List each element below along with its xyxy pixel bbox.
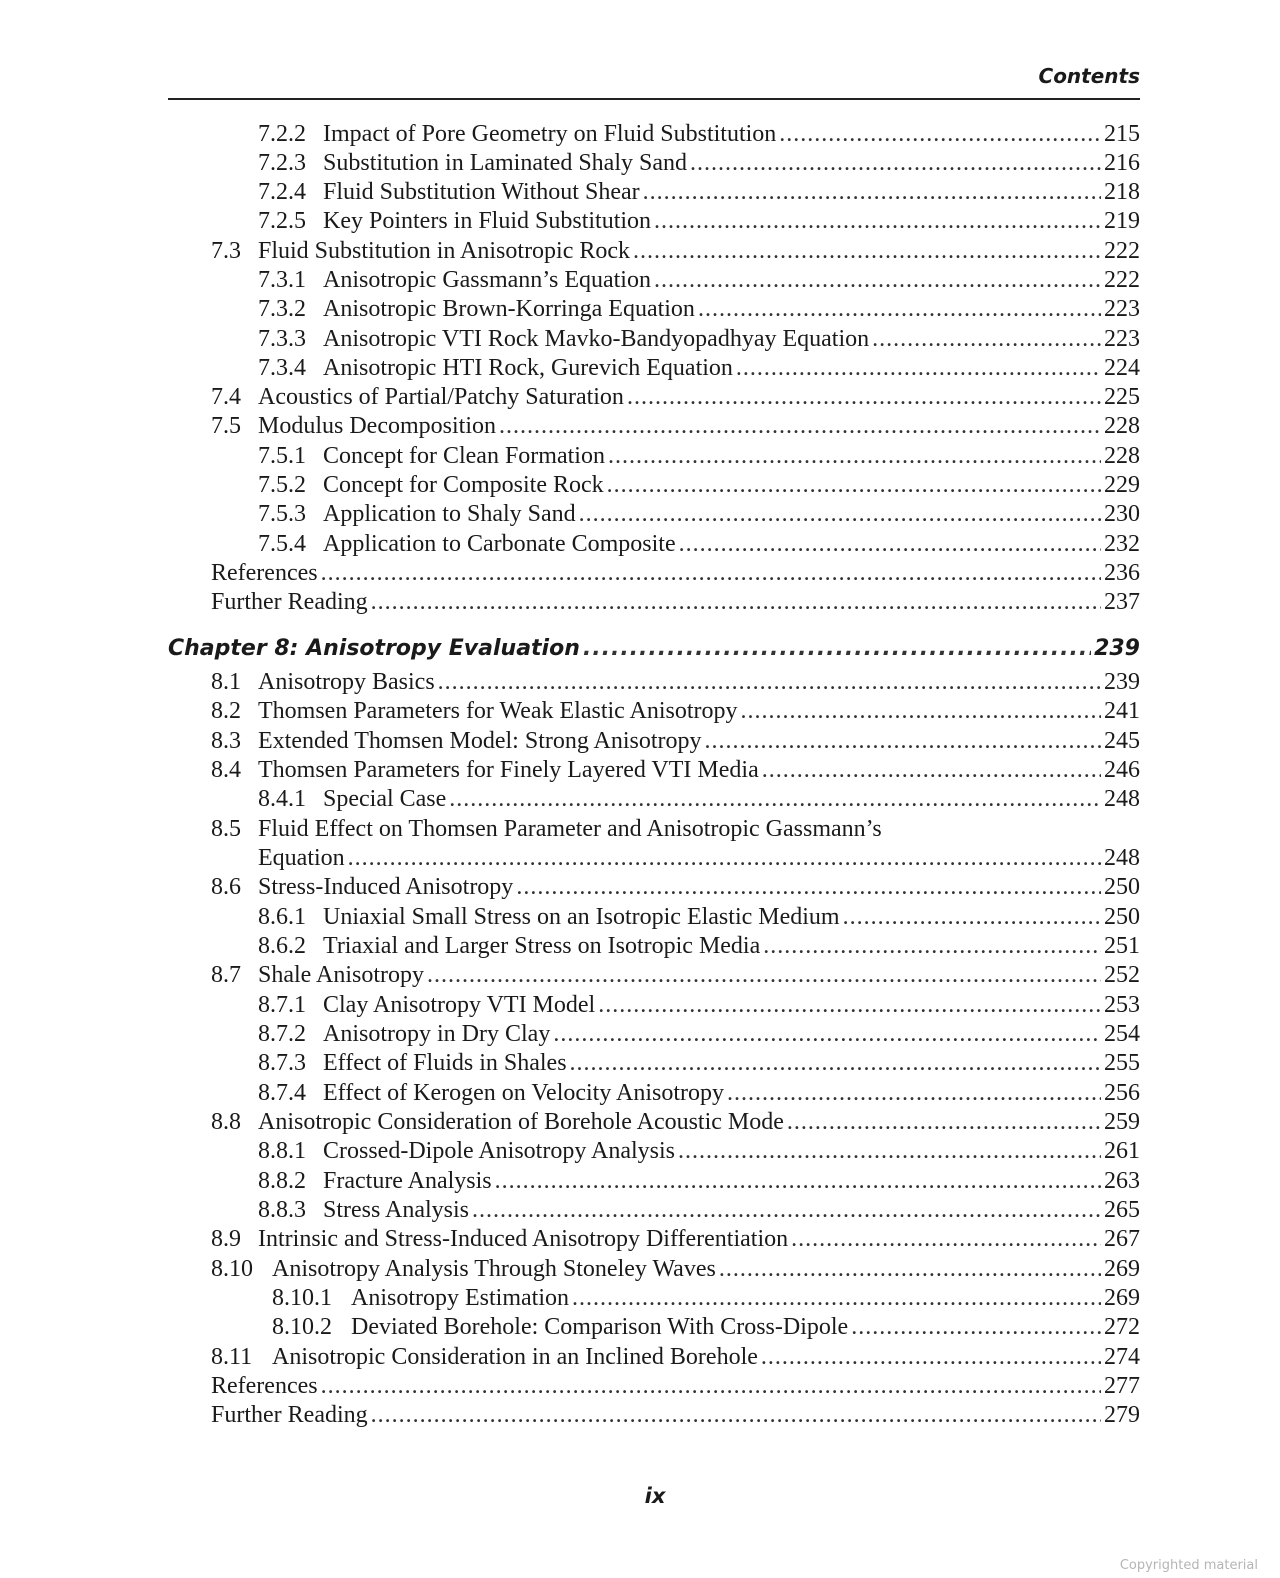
toc-entry-page: 248 (1104, 845, 1140, 871)
toc-entry-number: 7.3.2 (258, 296, 306, 322)
toc-entry-title: Acoustics of Partial/Patchy Saturation (258, 384, 624, 410)
toc-entry[interactable] (258, 325, 1140, 354)
toc-entry[interactable] (258, 1167, 1140, 1196)
toc-entry-number: 7.2.2 (258, 121, 306, 147)
toc-entry[interactable] (258, 1049, 1140, 1078)
toc-entry-title: Thomsen Parameters for Weak Elastic Anisotropy (258, 698, 738, 724)
toc-entry[interactable] (211, 961, 1140, 990)
toc-entry-number: 8.8 (211, 1109, 241, 1135)
toc-entry-title: Impact of Pore Geometry on Fluid Substitution (323, 121, 777, 147)
toc-entry-number: 8.8.1 (258, 1138, 306, 1164)
toc-entry-page: 267 (1104, 1226, 1140, 1252)
toc-entry-title: Deviated Borehole: Comparison With Cross-Dipole (351, 1314, 849, 1340)
toc-entry-title: Anisotropic Gassmann’s Equation (323, 267, 651, 293)
toc-entry-title: Intrinsic and Stress-Induced Anisotropy Differentiation (258, 1226, 789, 1252)
toc-entry-page: 251 (1104, 933, 1140, 959)
toc-entry[interactable] (211, 1343, 1140, 1372)
dot-leader (572, 1284, 1101, 1313)
toc-entry-number: 7.2.5 (258, 208, 306, 234)
dot-leader (690, 149, 1101, 178)
dot-leader (678, 1137, 1101, 1166)
toc-entry-number: 7.3.4 (258, 355, 306, 381)
toc-entry[interactable] (258, 1196, 1140, 1225)
toc-entry-page: 241 (1104, 698, 1140, 724)
toc-entry-number: 8.6.1 (258, 904, 306, 930)
toc-entry-page: 248 (1104, 786, 1140, 812)
toc-entry-number: 8.6 (211, 874, 241, 900)
toc-entry-continuation[interactable] (258, 844, 1140, 873)
toc-entry-number: 8.11 (211, 1344, 253, 1370)
toc-entry-title: Fracture Analysis (323, 1168, 492, 1194)
toc-entry-page: 254 (1104, 1021, 1140, 1047)
toc-entry-page: 230 (1104, 501, 1140, 527)
toc-entry[interactable] (272, 1284, 1140, 1313)
dot-leader (570, 1049, 1101, 1078)
toc-entry-page: 279 (1104, 1402, 1140, 1428)
toc-entry-title: Further Reading (211, 1402, 368, 1428)
dot-leader (705, 727, 1101, 756)
toc-entry-number: 7.5.3 (258, 501, 306, 527)
toc-entry-title: Uniaxial Small Stress on an Isotropic Elastic Medium (323, 904, 840, 930)
toc-entry-number: 7.4 (211, 384, 241, 410)
dot-leader (843, 903, 1101, 932)
toc-entry-title: Anisotropy Estimation (351, 1285, 569, 1311)
toc-entry-title: Further Reading (211, 589, 368, 615)
toc-entry-title: Fluid Effect on Thomsen Parameter and Anisotropic Gassmann’s (258, 816, 882, 842)
toc-entry-page: 245 (1104, 728, 1140, 754)
dot-leader (583, 633, 1091, 665)
toc-entry-further-reading[interactable] (211, 588, 1140, 617)
dot-leader (438, 668, 1101, 697)
toc-entry-title: Anisotropy Analysis Through Stoneley Waves (272, 1256, 716, 1282)
toc-entry-title: Triaxial and Larger Stress on Isotropic Media (323, 933, 761, 959)
toc-entry-page: 223 (1104, 296, 1140, 322)
toc-entry-number: 8.4.1 (258, 786, 306, 812)
toc-entry-number: 8.7.2 (258, 1021, 306, 1047)
dot-leader (348, 844, 1101, 873)
toc-chapter-page: 239 (1094, 636, 1140, 661)
toc-chapter-title: Chapter 8: Anisotropy Evaluation (168, 636, 580, 661)
toc-entry-title: Anisotropy in Dry Clay (323, 1021, 551, 1047)
dot-leader (698, 295, 1101, 324)
toc-entry-title: Modulus Decomposition (258, 413, 496, 439)
toc-entry-page: 253 (1104, 992, 1140, 1018)
toc-entry-title: Stress-Induced Anisotropy (258, 874, 514, 900)
toc-entry-references[interactable] (211, 559, 1140, 588)
toc-entry-number: 8.7.3 (258, 1050, 306, 1076)
toc-entry-number: 7.2.3 (258, 150, 306, 176)
dot-leader (872, 325, 1101, 354)
toc-entry-number: 8.7.1 (258, 992, 306, 1018)
toc-entry-title: Anisotropic Consideration in an Inclined Borehole (272, 1344, 758, 1370)
toc-entry-title: Concept for Clean Formation (323, 443, 605, 469)
toc-entry-page: 228 (1104, 413, 1140, 439)
dot-leader (607, 471, 1101, 500)
toc-entry-number: 8.4 (211, 757, 241, 783)
running-header-title: Contents (1038, 64, 1140, 88)
dot-leader (516, 873, 1101, 902)
toc-entry-page: 255 (1104, 1050, 1140, 1076)
toc-entry-page: 232 (1104, 531, 1140, 557)
toc-entry-page: 269 (1104, 1256, 1140, 1282)
toc-entry-title: Effect of Fluids in Shales (323, 1050, 567, 1076)
toc-entry-page: 219 (1104, 208, 1140, 234)
dot-leader (736, 354, 1101, 383)
toc-entry[interactable] (211, 668, 1140, 697)
dot-leader (654, 207, 1101, 236)
toc-entry-title: Concept for Composite Rock (323, 472, 604, 498)
toc-entry[interactable] (211, 727, 1140, 756)
toc-entry-number: 8.3 (211, 728, 241, 754)
dot-leader (762, 756, 1101, 785)
toc-entry-page: 259 (1104, 1109, 1140, 1135)
toc-entry-page: 250 (1104, 874, 1140, 900)
toc-entry-first-line[interactable] (211, 815, 1140, 844)
toc-entry-number: 8.10.1 (272, 1285, 332, 1311)
dot-leader (851, 1313, 1101, 1342)
toc-entry-title: Fluid Substitution Without Shear (323, 179, 640, 205)
toc-entry-references[interactable] (211, 1372, 1140, 1401)
toc-entry-number: 7.5.1 (258, 443, 306, 469)
toc-entry-number: 8.2 (211, 698, 241, 724)
dot-leader (791, 1225, 1101, 1254)
toc-entry-number: 8.7.4 (258, 1080, 306, 1106)
toc-entry-number: 7.3 (211, 238, 241, 264)
toc-entry-title: Equation (258, 845, 345, 871)
toc-entry-page: 246 (1104, 757, 1140, 783)
toc-entry-number: 7.3.3 (258, 326, 306, 352)
toc-entry-page: 225 (1104, 384, 1140, 410)
toc-entry[interactable] (211, 237, 1140, 266)
page-number: ix (644, 1484, 666, 1508)
toc-entry-page: 277 (1104, 1373, 1140, 1399)
toc-entry[interactable] (258, 149, 1140, 178)
dot-leader (779, 120, 1101, 149)
toc-entry-further-reading[interactable] (211, 1401, 1140, 1430)
dot-leader (495, 1167, 1101, 1196)
dot-leader (679, 530, 1101, 559)
toc-entry[interactable] (258, 178, 1140, 207)
toc-entry-page: 250 (1104, 904, 1140, 930)
toc-entry[interactable] (258, 530, 1140, 559)
dot-leader (633, 237, 1101, 266)
dot-leader (499, 412, 1101, 441)
toc-entry[interactable] (258, 932, 1140, 961)
toc-entry-number: 8.7 (211, 962, 241, 988)
dot-leader (727, 1079, 1101, 1108)
toc-entry-title: Fluid Substitution in Anisotropic Rock (258, 238, 631, 264)
toc-entry-number: 8.8.3 (258, 1197, 306, 1223)
dot-leader (321, 559, 1101, 588)
toc-entry-page: 229 (1104, 472, 1140, 498)
toc-entry-page: 236 (1104, 560, 1140, 586)
toc-entry-title: References (211, 560, 318, 586)
toc-entry-page: 224 (1104, 355, 1140, 381)
dot-leader (787, 1108, 1101, 1137)
dot-leader (719, 1255, 1101, 1284)
toc-entry[interactable] (272, 1313, 1140, 1342)
toc-entry-page: 237 (1104, 589, 1140, 615)
toc-entry-title: Extended Thomsen Model: Strong Anisotropy (258, 728, 702, 754)
dot-leader (553, 1020, 1101, 1049)
toc-chapter-heading[interactable] (168, 633, 1140, 665)
toc-entry-number: 8.10.2 (272, 1314, 332, 1340)
toc-entry-number: 8.5 (211, 816, 241, 842)
toc-entry-number: 8.6.2 (258, 933, 306, 959)
toc-entry-page: 222 (1104, 267, 1140, 293)
toc-entry[interactable] (258, 120, 1140, 149)
dot-leader (654, 266, 1101, 295)
toc-entry-title: Anisotropy Basics (258, 669, 435, 695)
dot-leader (643, 178, 1101, 207)
toc-entry-page: 269 (1104, 1285, 1140, 1311)
toc-entry[interactable] (211, 1108, 1140, 1137)
toc-entry-title: Anisotropic Consideration of Borehole Acoustic Mode (258, 1109, 784, 1135)
toc-entry-page: 218 (1104, 179, 1140, 205)
toc-entry-page: 263 (1104, 1168, 1140, 1194)
dot-leader (371, 1401, 1101, 1430)
toc-entry-page: 272 (1104, 1314, 1140, 1340)
toc-entry-number: 7.5 (211, 413, 241, 439)
dot-leader (761, 1343, 1101, 1372)
toc-entry-title: Substitution in Laminated Shaly Sand (323, 150, 687, 176)
toc-entry[interactable] (258, 295, 1140, 324)
toc-entry[interactable] (258, 1079, 1140, 1108)
toc-entry-page: 222 (1104, 238, 1140, 264)
toc-entry[interactable] (211, 1225, 1140, 1254)
dot-leader (741, 697, 1101, 726)
toc-entry-title: Shale Anisotropy (258, 962, 424, 988)
toc-entry[interactable] (211, 697, 1140, 726)
dot-leader (579, 500, 1101, 529)
copyright-watermark: Copyrighted material (1119, 1558, 1258, 1573)
toc-entry-number: 7.2.4 (258, 179, 306, 205)
toc-entry-title: Key Pointers in Fluid Substitution (323, 208, 652, 234)
dot-leader (427, 961, 1101, 990)
toc-entry-page: 216 (1104, 150, 1140, 176)
toc-entry-page: 228 (1104, 443, 1140, 469)
toc-entry[interactable] (211, 873, 1140, 902)
toc-entry-title: Anisotropic Brown-Korringa Equation (323, 296, 695, 322)
toc-entry[interactable] (258, 500, 1140, 529)
toc-entry-number: 7.5.4 (258, 531, 306, 557)
toc-entry-page: 252 (1104, 962, 1140, 988)
toc-entry[interactable] (258, 903, 1140, 932)
toc-entry-title: Clay Anisotropy VTI Model (323, 992, 596, 1018)
toc-entry[interactable] (211, 756, 1140, 785)
toc-entry[interactable] (258, 1020, 1140, 1049)
toc-entry-title: References (211, 1373, 318, 1399)
toc-entry-title: Stress Analysis (323, 1197, 470, 1223)
dot-leader (449, 785, 1101, 814)
dot-leader (371, 588, 1101, 617)
toc-entry-page: 274 (1104, 1344, 1140, 1370)
toc-entry[interactable] (258, 991, 1140, 1020)
toc-entry-page: 261 (1104, 1138, 1140, 1164)
toc-entry-title: Thomsen Parameters for Finely Layered VTI Media (258, 757, 759, 783)
dot-leader (608, 442, 1101, 471)
dot-leader (627, 383, 1101, 412)
toc-entry-title: Special Case (323, 786, 447, 812)
dot-leader (321, 1372, 1101, 1401)
toc-entry-page: 239 (1104, 669, 1140, 695)
toc-entry[interactable] (258, 442, 1140, 471)
toc-entry-title: Crossed-Dipole Anisotropy Analysis (323, 1138, 675, 1164)
toc-entry-title: Anisotropic HTI Rock, Gurevich Equation (323, 355, 733, 381)
toc-entry[interactable] (211, 1255, 1140, 1284)
toc-entry-page: 265 (1104, 1197, 1140, 1223)
toc-entry-title: Application to Carbonate Composite (323, 531, 676, 557)
toc-entry[interactable] (258, 207, 1140, 236)
toc-entry-title: Anisotropic VTI Rock Mavko-Bandyopadhyay Equation (323, 326, 870, 352)
toc-entry[interactable] (258, 471, 1140, 500)
toc-entry-number: 8.10 (211, 1256, 253, 1282)
toc-entry-number: 8.9 (211, 1226, 241, 1252)
toc-entry-title: Effect of Kerogen on Velocity Anisotropy (323, 1080, 725, 1106)
toc-entry-page: 215 (1104, 121, 1140, 147)
toc-entry[interactable] (211, 412, 1140, 441)
toc-entry-number: 8.1 (211, 669, 241, 695)
toc-entry-page: 256 (1104, 1080, 1140, 1106)
toc-entry-number: 8.8.2 (258, 1168, 306, 1194)
toc-entry-page: 223 (1104, 326, 1140, 352)
toc-entry[interactable] (258, 266, 1140, 295)
toc-entry-number: 7.3.1 (258, 267, 306, 293)
toc-entry[interactable] (258, 1137, 1140, 1166)
toc-entry[interactable] (211, 383, 1140, 412)
toc-entry[interactable] (258, 354, 1140, 383)
dot-leader (598, 991, 1101, 1020)
dot-leader (472, 1196, 1101, 1225)
toc-entry[interactable] (258, 785, 1140, 814)
toc-entry-number: 7.5.2 (258, 472, 306, 498)
dot-leader (763, 932, 1101, 961)
toc-entry-title: Application to Shaly Sand (323, 501, 576, 527)
